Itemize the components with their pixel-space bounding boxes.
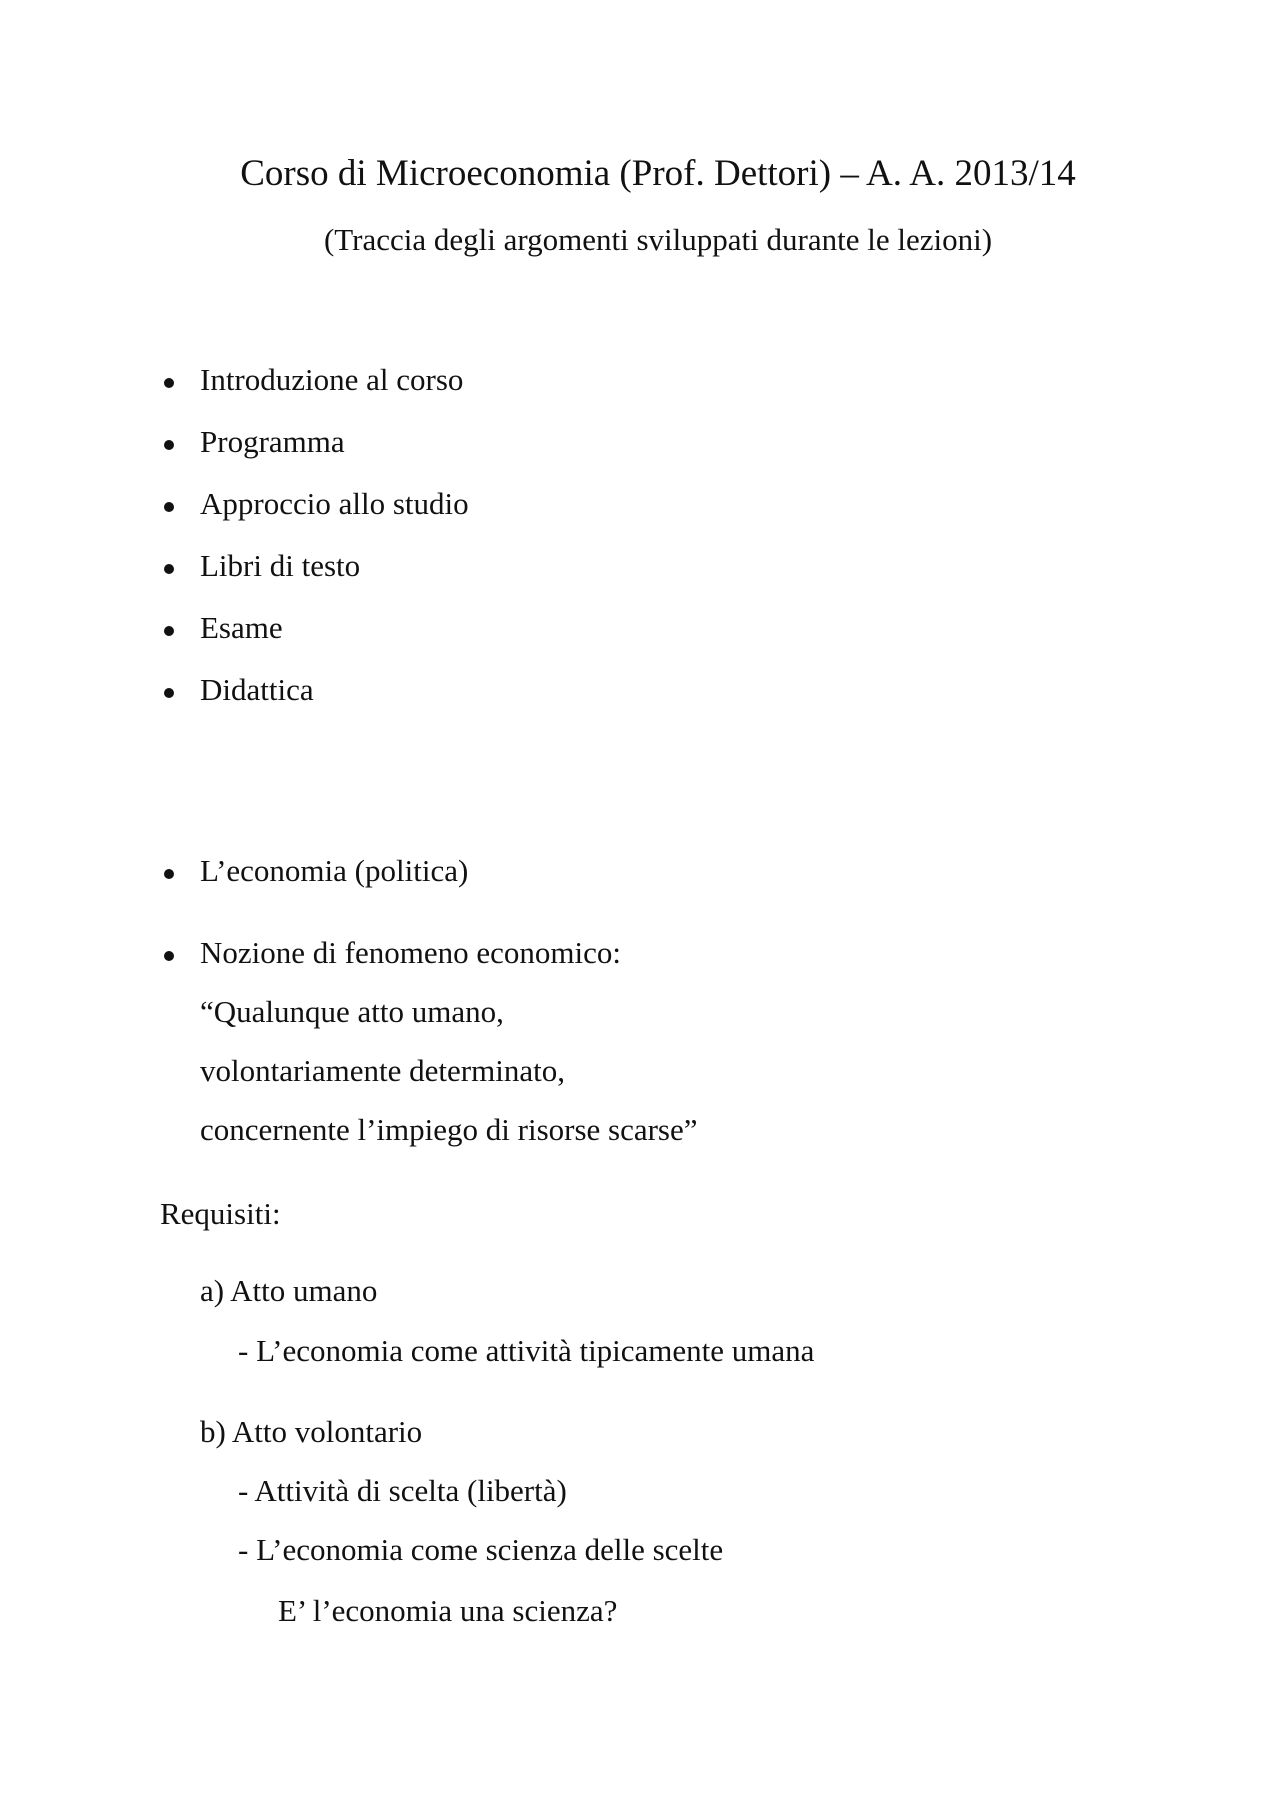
quote-line: volontariamente determinato, — [200, 1053, 565, 1088]
list-item-nozione: Nozione di fenomeno economico: — [200, 935, 621, 970]
requisito-b-point: - Attività di scelta (libertà) — [238, 1473, 567, 1508]
requisiti-heading: Requisiti: — [160, 1196, 281, 1231]
requisito-b-question: E’ l’economia una scienza? — [278, 1593, 618, 1628]
list-item: Didattica — [200, 672, 314, 707]
requisito-b-label: b) Atto volontario — [200, 1414, 423, 1449]
quote-line: concernente l’impiego di risorse scarse” — [200, 1112, 698, 1147]
bullet-icon — [164, 564, 174, 574]
list-item: Libri di testo — [200, 548, 361, 583]
document-title: Corso di Microeconomia (Prof. Dettori) – A. A. 2013/14 — [240, 153, 1076, 194]
requisito-a-point: - L’economia come attività tipicamente umana — [238, 1333, 815, 1368]
bullet-icon — [164, 688, 174, 698]
list-item-economia: L’economia (politica) — [200, 853, 469, 888]
quote-line: “Qualunque atto umano, — [200, 994, 504, 1029]
bullet-icon — [164, 502, 174, 512]
bullet-icon — [164, 626, 174, 636]
list-item: Approccio allo studio — [200, 486, 469, 521]
bullet-icon — [164, 869, 174, 879]
list-item: Programma — [200, 424, 345, 459]
bullet-icon — [164, 378, 174, 388]
bullet-icon — [164, 440, 174, 450]
list-item: Introduzione al corso — [200, 362, 464, 397]
document-subtitle: (Traccia degli argomenti sviluppati durante le lezioni) — [323, 222, 993, 257]
requisito-b-point: - L’economia come scienza delle scelte — [238, 1532, 724, 1567]
bullet-icon — [164, 951, 174, 961]
list-item: Esame — [200, 610, 283, 645]
requisito-a-label: a) Atto umano — [200, 1273, 378, 1308]
